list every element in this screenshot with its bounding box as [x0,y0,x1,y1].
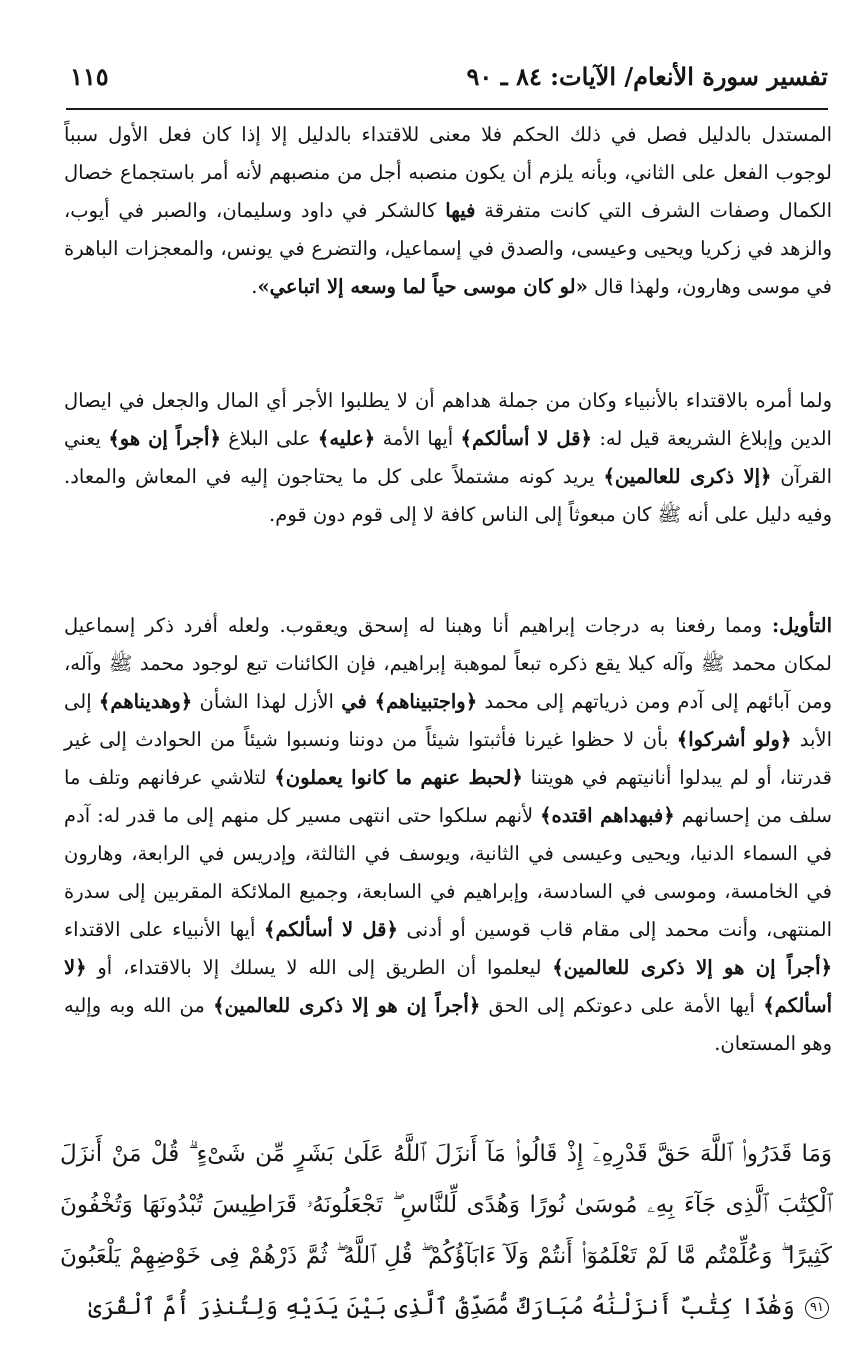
text-span: كالشكر في داود وسليمان، والصبر في أيوب، والزهد في زكريا ويحيى وعيسى، والصدق في إسماعيل، والتضرع في يونس، والمعجزات الباهرة في موسى وهارون، ولهذا قال [64,199,832,298]
quran-quote: ﴿لا أسألكم﴾ [64,956,832,1017]
header-title: تفسير سورة الأنعام/ الآيات: ٨٤ ـ ٩٠ [466,62,828,91]
text-span: إلى الأبد [64,690,832,751]
text-span: أيها الأمة على دعوتكم إلى الحق [480,994,764,1017]
text-span: أيها الأمة [375,427,461,450]
hadith-quote: «لو كان موسى حياً لما وسعه إلا اتباعي» [257,275,588,298]
paragraph-commentary-2 [64,382,832,534]
text-span: يعني القرآن [64,427,832,488]
bold-span: فيها [445,199,476,222]
text-span: على البلاغ [220,427,318,450]
verse-text: وَمَا قَدَرُوا۟ ٱللَّهَ حَقَّ قَدْرِهِۦٓ إِذْ قَالُوا۟ مَآ أَنزَلَ ٱللَّهُ عَلَىٰ بَشَرٍ مِّن شَىْءٍ ۗ قُلْ مَنْ أَنزَلَ ٱلْكِتَٰبَ ٱلَّذِى جَآءَ بِهِۦ مُوسَىٰ نُورًا وَهُدًى لِّلنَّاسِ ۖ تَجْعَلُونَهُۥ قَرَاطِيسَ تُبْدُونَهَا وَتُخْفُونَ كَثِيرًا ۖ وَعُلِّمْتُم مَّا لَمْ تَعْلَمُوٓا۟ أَنتُمْ وَلَآ ءَابَآؤُكُمْ ۖ قُلِ ٱللَّهُ ۖ ثُمَّ ذَرْهُمْ فِى خَوْضِهِمْ يَلْعَبُونَ [60,1141,832,1269]
text-span: يريد كونه مشتملاً على كل ما يحتاجون إليه في المعاش والمعاد. وفيه دليل على أنه ﷺ كان مبعوثاً إلى الناس كافة لا إلى قوم دون قوم. [64,465,832,526]
quran-quote: ﴿قل لا أسألكم﴾ [264,918,398,941]
verse-text: وَهَٰذَا كِتَٰبٌ أَنزَلْنَٰهُ مُبَارَكٌ مُّصَدِّقُ ٱلَّذِى بَيْنَ يَدَيْهِ وَلِتُنذِرَ أُمَّ ٱلْقُرَىٰ [88,1294,795,1320]
quran-quote: ﴿عليه﴾ [317,427,376,450]
quran-verse-block [60,1129,832,1333]
quran-quote: ﴿أجراً إن هو إلا ذكرى للعالمين﴾ [552,956,832,979]
quran-quote: ﴿أجراً إن هو إلا ذكرى للعالمين﴾ [213,994,481,1017]
paragraph-commentary-1 [64,116,832,306]
text-span: الأزل لهذا الشأن [192,690,342,713]
quran-quote: ﴿قل لا أسألكم﴾ [460,427,592,450]
ayah-number-marker: ٩١ [805,1297,829,1319]
text-span: المستدل بالدليل فصل في ذلك الحكم فلا معنى للاقتداء بالدليل إلا إذا كان فعل الأول سبباً لوجوب الفعل على الثاني، وبأنه يلزم أن يكون منصبه أجل من منصبهم لأنه أمر باستجماع خصال الكمال وصفات الشرف التي كانت متفرقة [64,123,833,222]
quran-quote: ﴿لحبط عنهم ما كانوا يعملون﴾ [274,766,523,789]
quran-quote: ﴿أجراً إن هو﴾ [108,427,221,450]
quran-quote: ﴿فبهداهم اقتده﴾ [540,804,675,827]
quran-quote: ﴿إلا ذكرى للعالمين﴾ [603,465,772,488]
quran-quote: ﴿واجتبيناهم﴾ في [341,690,478,713]
text-span: من الله وبه وإليه وهو المستعان. [64,994,832,1055]
text-span: لأنهم سلكوا حتى انتهى مسير كل منهم إلى ما قدر له: آدم في السماء الدنيا، ويحيى وعيسى في الثانية، ويوسف في الثالثة، وإدريس في الرابعة، وهارون في الخامسة، وموسى في السادسة، وإبراهيم في السابعة، وجميع الملائكة المقربين إلى سدرة المنتهى، وأنت محمد إلى مقام قاب قوسين أو أدنى [64,804,832,941]
text-span: لتلاشي عرفانهم وتلف ما سلف من إحسانهم [64,766,832,827]
quran-quote: ﴿ولو أشركوا﴾ [676,728,792,751]
page-number: ١١٥ [70,62,109,91]
text-span: ليعلموا أن الطريق إلى الله لا يسلك إلا بالاقتداء، أو [86,956,553,979]
text-span: . [251,275,258,298]
text-span: ولما أمره بالاقتداء بالأنبياء وكان من جملة هداهم أن لا يطلبوا الأجر أي المال والجعل في ايصال الدين وإبلاغ الشريعة قيل له: [64,389,832,450]
text-span: ومما رفعنا به درجات إبراهيم أنا وهبنا له إسحق ويعقوب. ولعله أفرد ذكر إسماعيل لمكان محمد ﷺ وآله كيلا يقع ذكره تبعاً لموهبة إبراهيم، فإن الكائنات تبع لوجود محمد ﷺ وآله، ومن آبائهم إلى آدم ومن ذرياتهم إلى محمد [64,614,832,713]
text-span: أيها الأنبياء على الاقتداء [64,918,265,941]
text-span: بأن لا حظوا غيرنا فأثبتوا شيئاً من دوننا ونسبوا شيئاً من الحوادث إلى غير قدرتنا، أو لم يبدلوا أنانيتهم في هويتنا [64,728,832,789]
quran-quote: ﴿وهديناهم﴾ [98,690,193,713]
header-divider [66,108,828,110]
paragraph-tawil [64,607,832,1063]
running-header [66,62,828,102]
section-heading: التأويل: [772,614,832,637]
